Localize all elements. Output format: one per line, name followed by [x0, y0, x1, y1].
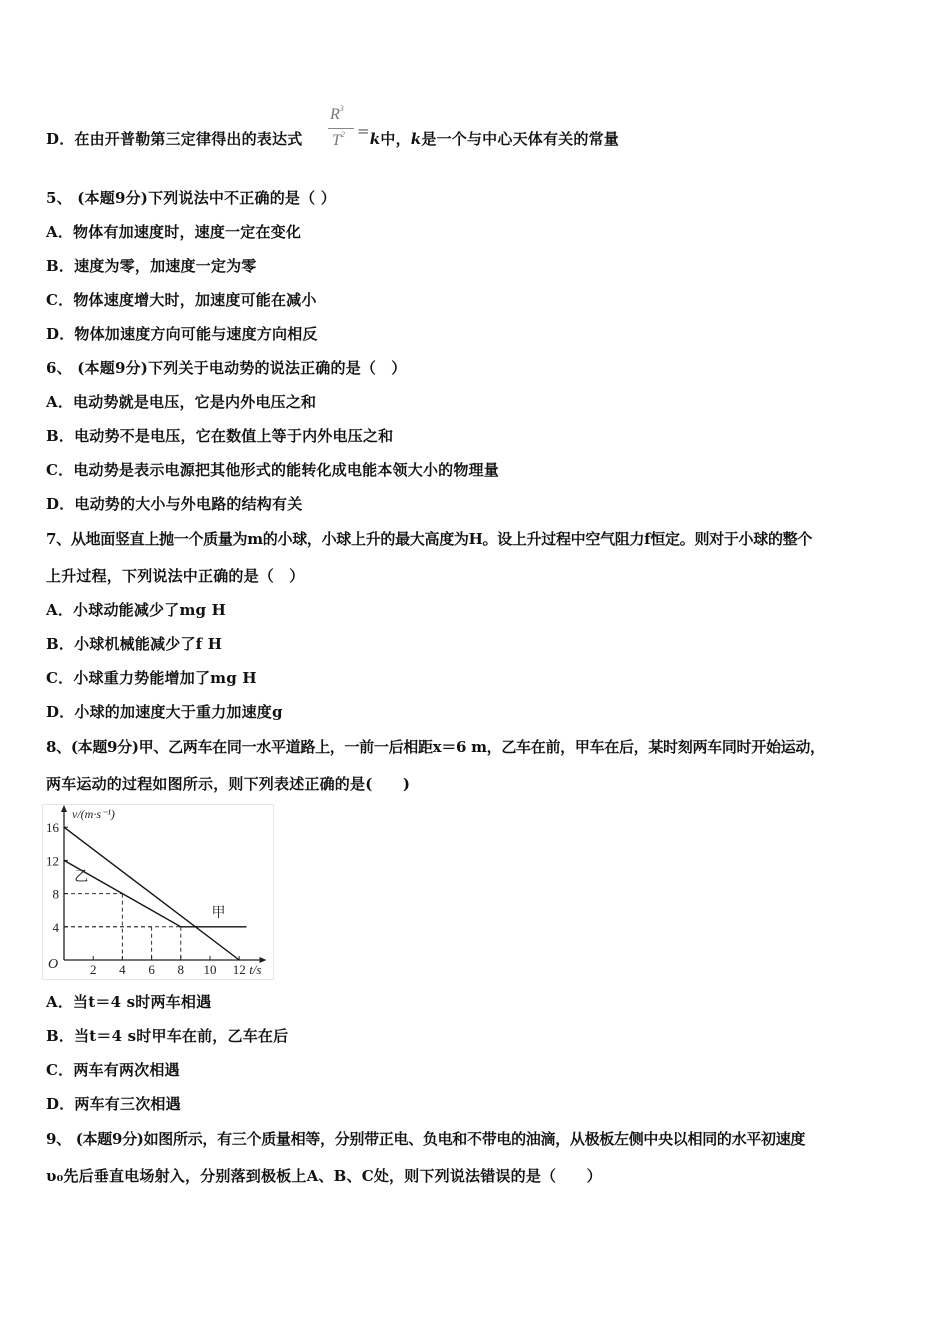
q9-stem-line2: υ₀先后垂直电场射入，分别落到极板上A、B、C处，则下列说法错误的是（ ） — [46, 1167, 602, 1185]
k-symbol-2: k — [410, 130, 422, 148]
x-tick-label: 10 — [203, 962, 217, 977]
q6-stem: 6、 (本题9分)下列关于电动势的说法正确的是（ ） — [46, 359, 407, 377]
series-label-yi: 乙 — [74, 870, 89, 886]
x-tick-label: 12 — [232, 962, 246, 977]
q6-option-d: D．电动势的大小与外电路的结构有关 — [46, 495, 303, 513]
q4-option-d — [46, 128, 302, 149]
q6-option-c: C．电动势是表示电源把其他形式的能转化成电能本领大小的物理量 — [46, 461, 499, 479]
q8-option-d: D．两车有三次相遇 — [46, 1095, 181, 1113]
vt-graph — [42, 804, 274, 980]
q8-option-a: A．当t＝4 s时两车相遇 — [46, 993, 212, 1011]
q4-option-d-prefix: D．在由开普勒第三定律得出的表达式 — [46, 130, 303, 148]
q8-stem-line1: 8、(本题9分)甲、乙两车在同一水平道路上，一前一后相距x＝6 m，乙车在前，甲车在后，某时刻两车同时开始运动， — [46, 738, 825, 756]
q7-option-c: C．小球重力势能增加了mg H — [46, 669, 257, 687]
q7-option-d: D．小球的加速度大于重力加速度g — [46, 703, 283, 721]
series-label-jia: 甲 — [211, 905, 226, 921]
q4-option-d-rest: =k中，k是一个与中心天体有关的常量 — [357, 122, 619, 148]
q5-option-d: D．物体加速度方向可能与速度方向相反 — [46, 325, 318, 343]
equals-sign: = — [357, 122, 370, 140]
q5-option-b: B．速度为零，加速度一定为零 — [46, 257, 257, 275]
q7-stem-line1: 7、从地面竖直上抛一个质量为m的小球，小球上升的最大高度为H。设上升过程中空气阻力f恒定。则对于小球的整个 — [46, 530, 813, 548]
fraction-bar — [328, 128, 354, 129]
q6-option-a: A．电动势就是电压，它是内外电压之和 — [46, 393, 317, 411]
x-tick-label: 8 — [177, 962, 185, 977]
q9-stem-line1: 9、 (本题9分)如图所示，有三个质量相等，分别带正电、负电和不带电的油滴，从极板左侧中央以相同的水平初速度 — [46, 1130, 806, 1148]
y-tick-label: 16 — [46, 820, 59, 836]
x-axis-label: t/s — [249, 962, 262, 977]
k-symbol: k — [369, 130, 381, 148]
q8-option-c: C．两车有两次相遇 — [46, 1061, 180, 1079]
x-tick-label: 2 — [89, 962, 97, 977]
graph-frame — [43, 805, 274, 980]
q5-stem: 5、 (本题9分)下列说法中不正确的是（ ） — [46, 189, 336, 207]
y-tick-label: 8 — [52, 886, 59, 902]
x-tick-label: 6 — [148, 962, 155, 977]
y-tick-label: 12 — [46, 853, 59, 869]
q7-option-b: B．小球机械能减少了f H — [46, 635, 223, 653]
origin-label: O — [48, 957, 59, 972]
q8-option-b: B．当t＝4 s时甲车在前，乙车在后 — [46, 1027, 289, 1045]
x-tick-label: 4 — [119, 962, 126, 977]
q6-option-b: B．电动势不是电压，它在数值上等于内外电压之和 — [46, 427, 394, 445]
q5-option-a: A．物体有加速度时，速度一定在变化 — [46, 223, 302, 241]
q7-option-a: A．小球动能减少了mg H — [46, 601, 226, 619]
fraction-numerator: $R^3$ — [330, 104, 344, 123]
q8-stem-line2: 两车运动的过程如图所示，则下列表述正确的是( ) — [46, 775, 411, 793]
q5-option-c: C．物体速度增大时，加速度可能在减小 — [46, 291, 317, 309]
fraction-denominator: $T^2$ — [332, 130, 345, 149]
y-axis-label: v/(m·s⁻¹) — [72, 807, 115, 821]
q7-stem-line2: 上升过程，下列说法中正确的是（ ） — [46, 567, 305, 585]
y-tick-label: 4 — [52, 919, 59, 935]
